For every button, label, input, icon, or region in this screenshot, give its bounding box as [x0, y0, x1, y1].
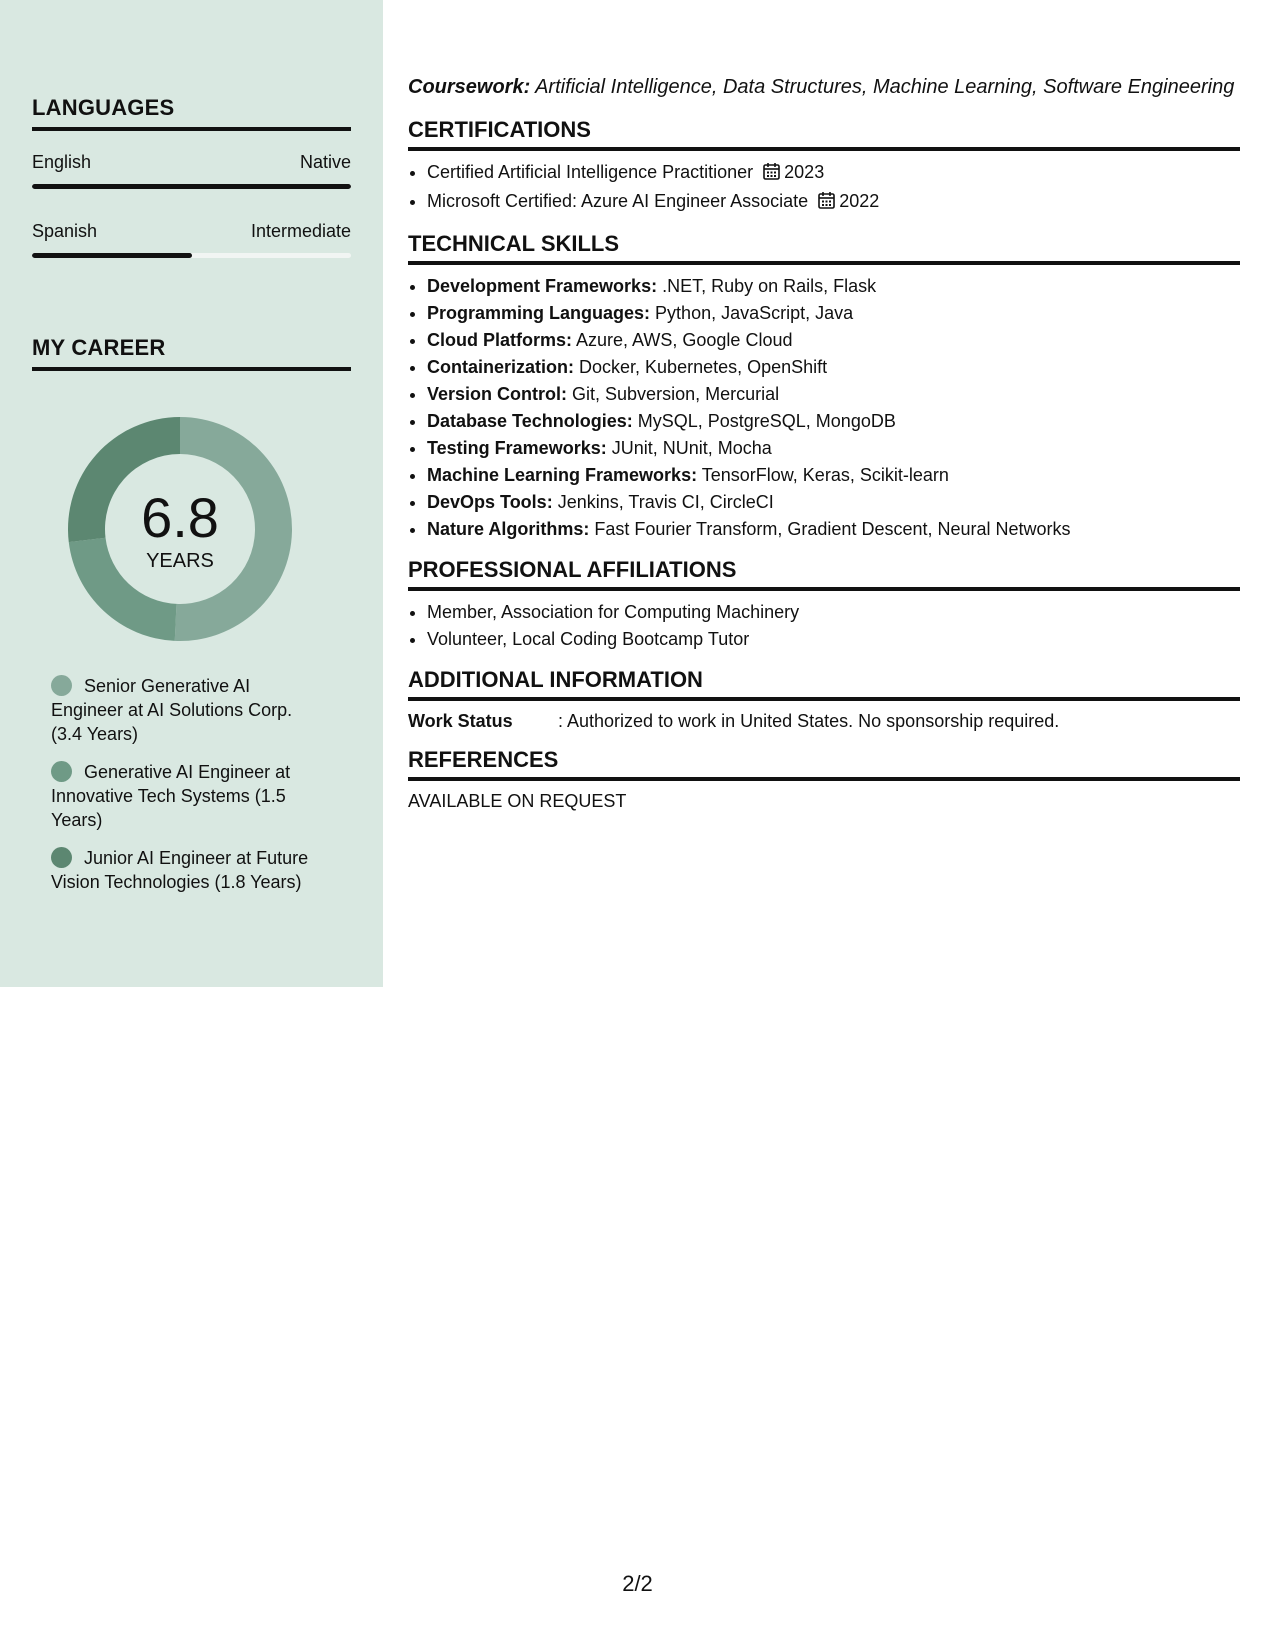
skill-value: Jenkins, Travis CI, CircleCI: [557, 492, 774, 512]
skill-label: Version Control:: [427, 384, 568, 404]
main-content: [408, 76, 1240, 813]
skill-label: DevOps Tools:: [427, 492, 553, 512]
certifications-heading: CERTIFICATIONS: [408, 117, 1240, 151]
skill-value: .NET, Ruby on Rails, Flask: [662, 276, 877, 296]
skill-value: Azure, AWS, Google Cloud: [576, 330, 793, 350]
skill-item: [427, 462, 1240, 489]
technical-skills-list: [408, 273, 1240, 543]
languages-heading: LANGUAGES: [32, 95, 351, 131]
career-legend-label: Generative AI Engineer at Innovative Tech Systems (1.5 Years): [51, 762, 291, 830]
career-total-unit: YEARS: [146, 549, 214, 572]
career-legend-item: [51, 674, 326, 746]
skill-value: Fast Fourier Transform, Gradient Descent, Neural Networks: [594, 519, 1071, 539]
skill-value: MySQL, PostgreSQL, MongoDB: [637, 411, 896, 431]
coursework-text: Artificial Intelligence, Data Structures, Machine Learning, Software Engineering: [535, 76, 1235, 98]
skill-item: [427, 435, 1240, 462]
career-total: [64, 413, 296, 645]
affiliations-heading: PROFESSIONAL AFFILIATIONS: [408, 557, 1240, 591]
skill-item: [427, 327, 1240, 354]
skill-item: [427, 381, 1240, 408]
skill-item: [427, 273, 1240, 300]
legend-dot-icon: [51, 761, 72, 782]
career-legend-item: [51, 846, 326, 894]
career-legend: [51, 674, 326, 908]
technical-skills-heading: TECHNICAL SKILLS: [408, 231, 1240, 265]
certification-item: [427, 159, 1240, 188]
career-legend-label: Senior Generative AI Engineer at AI Solutions Corp. (3.4 Years): [51, 676, 293, 744]
language-row-english: [32, 152, 351, 173]
affiliation-item: • Volunteer, Local Coding Bootcamp Tutor: [427, 626, 1240, 653]
skill-label: Cloud Platforms:: [427, 330, 573, 350]
coursework-label: Coursework:: [408, 76, 531, 98]
skill-value: Docker, Kubernetes, OpenShift: [579, 357, 828, 377]
skill-value: TensorFlow, Keras, Scikit-learn: [701, 465, 949, 485]
additional-info-heading: ADDITIONAL INFORMATION: [408, 667, 1240, 701]
calendar-icon: [818, 190, 835, 217]
career-total-value: 6.8: [141, 485, 219, 549]
legend-dot-icon: [51, 847, 72, 868]
sidebar: [0, 0, 383, 987]
skill-value: Git, Subversion, Mercurial: [572, 384, 780, 404]
skill-label: Containerization:: [427, 357, 574, 377]
legend-dot-icon: [51, 675, 72, 696]
skill-label: Database Technologies:: [427, 411, 633, 431]
language-bar-fill: [32, 184, 351, 189]
certification-year: 2022: [839, 191, 880, 211]
language-row-spanish: [32, 221, 351, 242]
certifications-list: [408, 159, 1240, 217]
work-status-row: [408, 709, 1240, 733]
coursework-line: [408, 76, 1240, 99]
language-name: English: [32, 152, 92, 172]
work-status-value: : Authorized to work in United States. No sponsorship required.: [558, 711, 1060, 731]
skill-label: Programming Languages:: [427, 303, 651, 323]
certification-item: [427, 188, 1240, 217]
skill-item: [427, 408, 1240, 435]
skill-label: Testing Frameworks:: [427, 438, 607, 458]
language-level: Intermediate: [250, 221, 351, 241]
affiliations-list: [408, 599, 1240, 653]
affiliation-item: • Member, Association for Computing Machinery: [427, 599, 1240, 626]
career-legend-item: [51, 760, 326, 832]
skill-item: [427, 354, 1240, 381]
certification-year: 2023: [784, 162, 825, 182]
skill-label: Development Frameworks:: [427, 276, 658, 296]
work-status-label: Work Status: [408, 711, 513, 731]
skill-item: [427, 489, 1240, 516]
skill-item: [427, 516, 1240, 543]
skill-label: Machine Learning Frameworks:: [427, 465, 698, 485]
career-legend-label: Junior AI Engineer at Future Vision Technologies (1.8 Years): [51, 848, 309, 892]
language-bar-spanish: [32, 253, 351, 258]
certification-name: Certified Artificial Intelligence Practitioner: [427, 162, 754, 182]
calendar-icon: [763, 161, 780, 188]
language-bar-english: [32, 184, 351, 189]
skill-value: Python, JavaScript, Java: [655, 303, 854, 323]
skill-item: [427, 300, 1240, 327]
skill-label: Nature Algorithms:: [427, 519, 590, 539]
language-level: Native: [299, 152, 351, 172]
language-bar-fill: [32, 253, 192, 258]
career-heading: MY CAREER: [32, 335, 351, 371]
certification-name: Microsoft Certified: Azure AI Engineer Associate: [427, 191, 809, 211]
references-heading: REFERENCES: [408, 747, 1240, 781]
skill-value: JUnit, NUnit, Mocha: [611, 438, 772, 458]
references-text: AVAILABLE ON REQUEST: [408, 791, 627, 811]
language-name: Spanish: [32, 221, 98, 241]
page-number: 2/2: [622, 1571, 653, 1596]
